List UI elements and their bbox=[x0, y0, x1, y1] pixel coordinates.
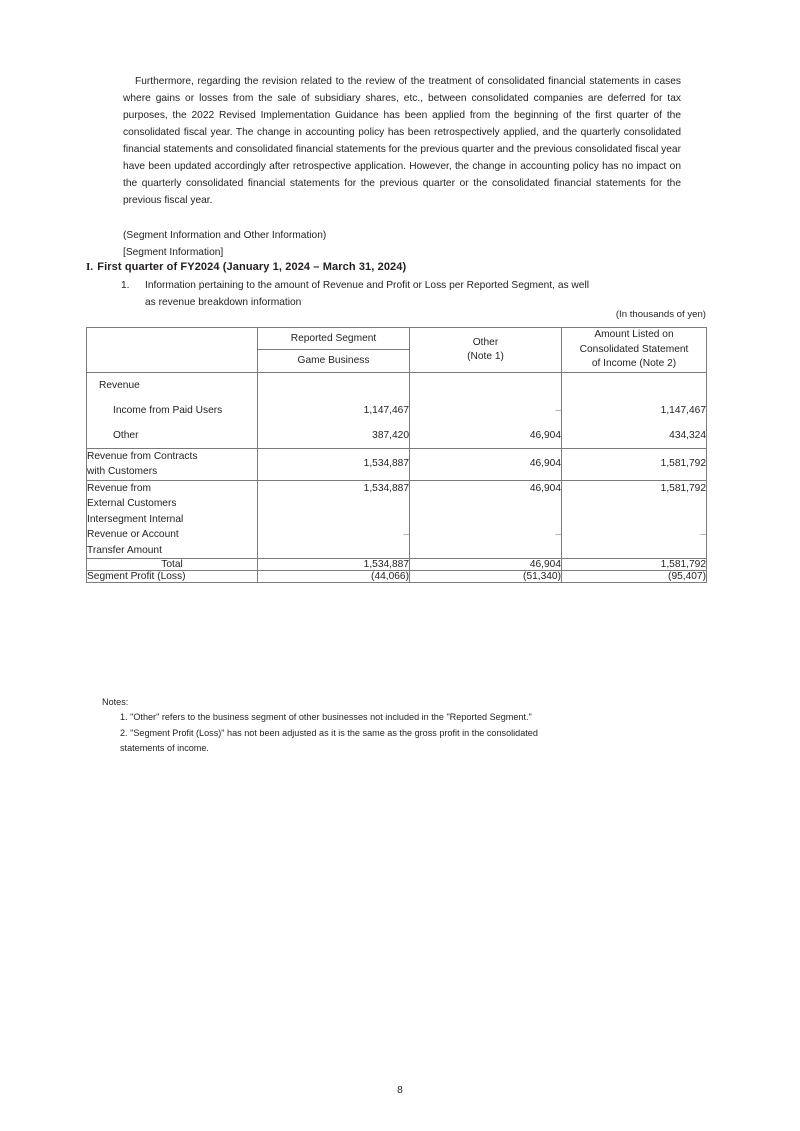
revenue-group-other-values bbox=[410, 372, 562, 448]
spacer-amount-1 bbox=[562, 496, 706, 512]
table-row-revenue-from-contracts bbox=[87, 448, 707, 480]
label-contracts-line1: Revenue from Contracts bbox=[87, 450, 198, 462]
value-total-amount: 1,581,792 bbox=[562, 559, 707, 571]
revenue-group-game-values bbox=[258, 372, 410, 448]
breakdown-amount-values bbox=[562, 480, 707, 559]
segment-information-table bbox=[86, 327, 707, 583]
value-revenue-other bbox=[410, 373, 561, 398]
value-external-game: 1,534,887 bbox=[363, 482, 409, 494]
value-external-amount: 1,581,792 bbox=[660, 482, 706, 494]
label-total: Total bbox=[87, 559, 258, 571]
table-header-row-1 bbox=[87, 328, 707, 350]
value-total-game: 1,534,887 bbox=[258, 559, 410, 571]
value-paid-users-other: – bbox=[555, 404, 561, 416]
label-contracts-line2: with Customers bbox=[87, 466, 158, 477]
note-item-2-line2: statements of income. bbox=[120, 743, 209, 754]
value-intersegment-amount: – bbox=[700, 529, 706, 540]
notes-title: Notes: bbox=[102, 697, 129, 707]
value-other-amount: 434,324 bbox=[669, 429, 706, 441]
page-number: 8 bbox=[397, 1085, 403, 1096]
header-amount-consolidated bbox=[562, 328, 707, 373]
numbered-item-1 bbox=[121, 278, 691, 311]
units-note: (In thousands of yen) bbox=[615, 309, 706, 320]
label-external-line1: Revenue from bbox=[87, 482, 151, 494]
header-amount-line3: of Income (Note 2) bbox=[591, 358, 677, 369]
value-revenue-game bbox=[258, 373, 409, 398]
spacer-game-3 bbox=[258, 543, 409, 559]
spacer-other-2 bbox=[410, 512, 561, 528]
label-revenue: Revenue bbox=[99, 379, 140, 391]
value-contracts-amount: 1,581,792 bbox=[562, 448, 707, 480]
intro-paragraph: Furthermore, regarding the revision related to the review of the treatment of consolidated financial statements in cases where gains or losses from the sale of subsidiary shares, etc., between consolidated companies are deferred for tax purposes, the 2022 Revised Implementation Guidance has been applied from the beginning of the first quarter of the consolidated fiscal year. The change in accounting policy has been retrospectively applied, and the quarterly consolidated financial statements and consolidated financial statements for the previous quarter and the previous consolidated fiscal year have been updated accordingly after retrospective application. However, the change in accounting policy has no impact on the quarterly consolidated financial statements for the previous quarter or the consolidated financial statements for the previous fiscal year. bbox=[123, 76, 681, 206]
header-amount-line1: Amount Listed on bbox=[594, 329, 674, 340]
breakdown-other-values bbox=[410, 480, 562, 559]
value-other-game: 387,420 bbox=[372, 429, 409, 441]
value-contracts-other: 46,904 bbox=[410, 448, 562, 480]
spacer-amount-2 bbox=[562, 512, 706, 528]
header-other-line2: (Note 1) bbox=[467, 350, 504, 362]
label-external-line2: External Customers bbox=[87, 498, 177, 509]
header-amount-line2: Consolidated Statement bbox=[579, 343, 689, 355]
spacer-other-1 bbox=[410, 496, 561, 512]
label-intersegment-line1: Intersegment Internal bbox=[87, 513, 184, 525]
revenue-group-amount-values bbox=[562, 372, 707, 448]
value-total-other: 46,904 bbox=[410, 559, 562, 571]
label-other-revenue: Other bbox=[113, 429, 139, 441]
roman-heading-text: First quarter of FY2024 (January 1, 2024 – March 31, 2024) bbox=[97, 261, 407, 273]
value-paid-users-game: 1,147,467 bbox=[363, 404, 409, 416]
segment-section-headers bbox=[123, 228, 683, 261]
value-paid-users-amount: 1,147,467 bbox=[660, 404, 706, 416]
roman-heading bbox=[86, 261, 686, 273]
breakdown-game-values bbox=[258, 480, 410, 559]
value-segment-profit-other: (51,340) bbox=[410, 571, 562, 583]
label-revenue-from-contracts bbox=[87, 448, 258, 480]
header-reported-segment: Reported Segment bbox=[258, 328, 410, 350]
value-contracts-game: 1,534,887 bbox=[258, 448, 410, 480]
spacer-amount-3 bbox=[562, 543, 706, 559]
value-other-other: 46,904 bbox=[529, 429, 561, 441]
item-text-line2: as revenue breakdown information bbox=[145, 296, 302, 308]
label-revenue-breakdown bbox=[87, 480, 258, 559]
value-intersegment-other: – bbox=[555, 529, 561, 540]
label-segment-profit-loss: Segment Profit (Loss) bbox=[87, 571, 258, 583]
note-item-1: 1. "Other" refers to the business segment of other businesses not included in the "Reported Segment." bbox=[120, 712, 532, 723]
value-intersegment-game: – bbox=[403, 529, 409, 540]
value-revenue-amount bbox=[562, 373, 706, 398]
header-other-line1: Other bbox=[472, 336, 499, 348]
spacer-other-3 bbox=[410, 543, 561, 559]
label-income-from-paid-users: Income from Paid Users bbox=[113, 404, 223, 416]
table-row-segment-profit bbox=[87, 571, 707, 583]
revenue-group-labels bbox=[87, 372, 258, 448]
table-row-revenue-group bbox=[87, 372, 707, 448]
item-text-line1: Information pertaining to the amount of Revenue and Profit or Loss per Reported Segment, as well bbox=[145, 280, 589, 291]
section-header-segment-and-other: (Segment Information and Other Information) bbox=[123, 230, 327, 241]
label-intersegment-line2: Revenue or Account bbox=[87, 529, 179, 540]
table-row-total bbox=[87, 559, 707, 571]
roman-numeral: I. bbox=[86, 261, 94, 273]
header-blank-corner bbox=[87, 328, 258, 373]
spacer-game-1 bbox=[258, 496, 409, 512]
spacer-game-2 bbox=[258, 512, 409, 528]
table-row-revenue-breakdown bbox=[87, 480, 707, 559]
label-intersegment-line3: Transfer Amount bbox=[87, 544, 162, 556]
item-number: 1. bbox=[121, 280, 130, 291]
value-external-other: 46,904 bbox=[529, 482, 561, 494]
note-item-2-line1: 2. "Segment Profit (Loss)" has not been adjusted as it is the same as the gross profit in the consolidated bbox=[120, 727, 538, 738]
section-header-segment-information: [Segment Information] bbox=[123, 246, 224, 258]
value-segment-profit-game: (44,066) bbox=[258, 571, 410, 583]
header-other bbox=[410, 328, 562, 373]
table-notes bbox=[102, 695, 690, 757]
header-game-business: Game Business bbox=[258, 350, 410, 372]
value-segment-profit-amount: (95,407) bbox=[562, 571, 707, 583]
